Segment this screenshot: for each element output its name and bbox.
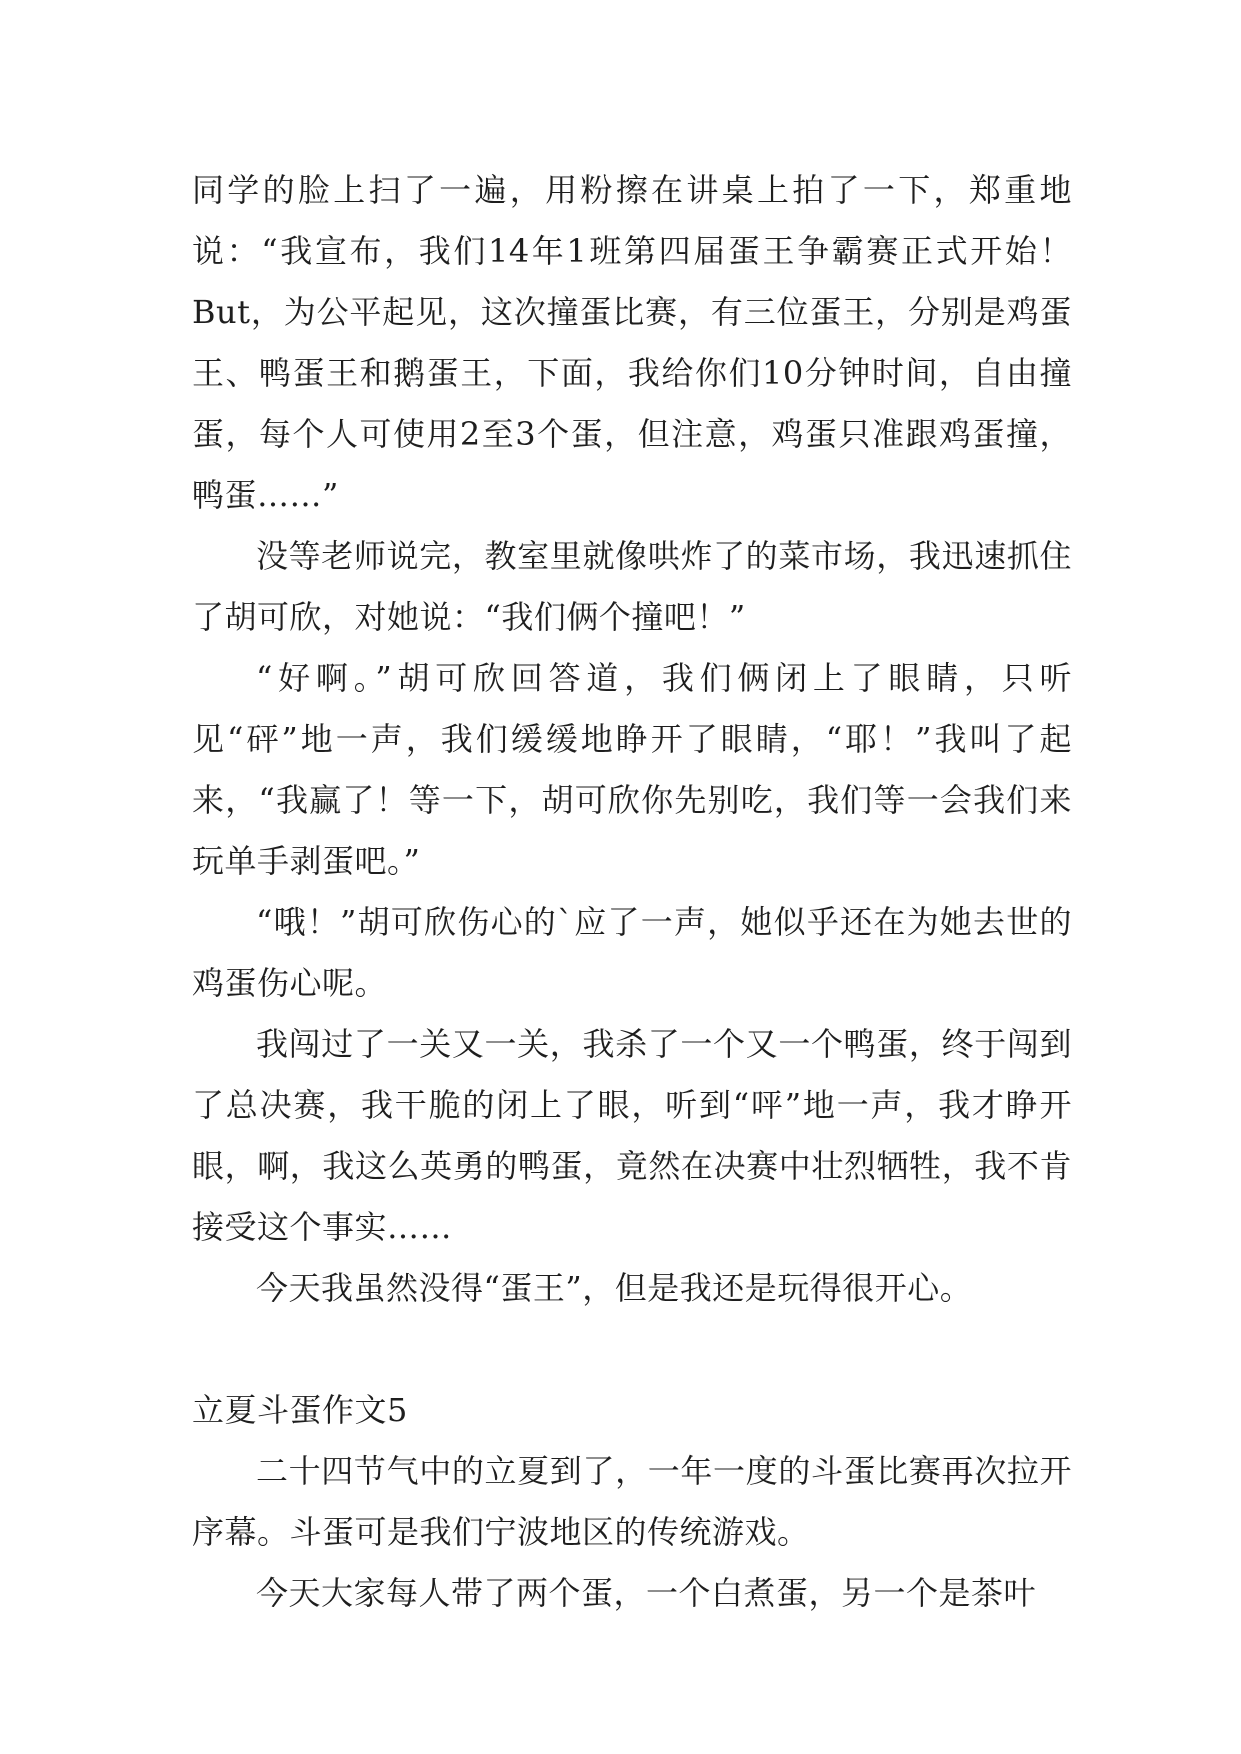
- section-spacer: [192, 1319, 1072, 1380]
- document-body: [192, 160, 1072, 1624]
- paragraph-continuation: 同学的脸上扫了一遍，用粉擦在讲桌上拍了一下，郑重地说：“我宣布，我们14年1班第四届蛋王争霸赛正式开始！But，为公平起见，这次撞蛋比赛，有三位蛋王，分别是鸡蛋王、鸭蛋王和鹅蛋王，下面，我给你们10分钟时间，自由撞蛋，每个人可使用2至3个蛋，但注意，鸡蛋只准跟鸡蛋撞，鸭蛋……”: [192, 171, 1072, 514]
- paragraph: 今天大家每人带了两个蛋，一个白煮蛋，另一个是茶叶: [256, 1574, 1037, 1612]
- paragraph: “哦！”胡可欣伤心的`应了一声，她似乎还在为她去世的鸡蛋伤心呢。: [192, 903, 1072, 1002]
- paragraph: 没等老师说完，教室里就像哄炸了的菜市场，我迅速抓住了胡可欣，对她说：“我们俩个撞吧！”: [192, 537, 1072, 636]
- section-heading: 立夏斗蛋作文5: [192, 1391, 408, 1429]
- paragraph: 我闯过了一关又一关，我杀了一个又一个鸭蛋，终于闯到了总决赛，我干脆的闭上了眼，听到“呯”地一声，我才睁开眼，啊，我这么英勇的鸭蛋，竟然在决赛中壮烈牺牲，我不肯接受这个事实……: [192, 1025, 1072, 1246]
- paragraph: 今天我虽然没得“蛋王”，但是我还是玩得很开心。: [256, 1269, 973, 1307]
- paragraph: “好啊。”胡可欣回答道，我们俩闭上了眼睛，只听见“砰”地一声，我们缓缓地睁开了眼睛，“耶！”我叫了起来，“我赢了！等一下，胡可欣你先别吃，我们等一会我们来玩单手剥蛋吧。”: [192, 659, 1072, 880]
- paragraph: 二十四节气中的立夏到了，一年一度的斗蛋比赛再次拉开序幕。斗蛋可是我们宁波地区的传统游戏。: [192, 1452, 1072, 1551]
